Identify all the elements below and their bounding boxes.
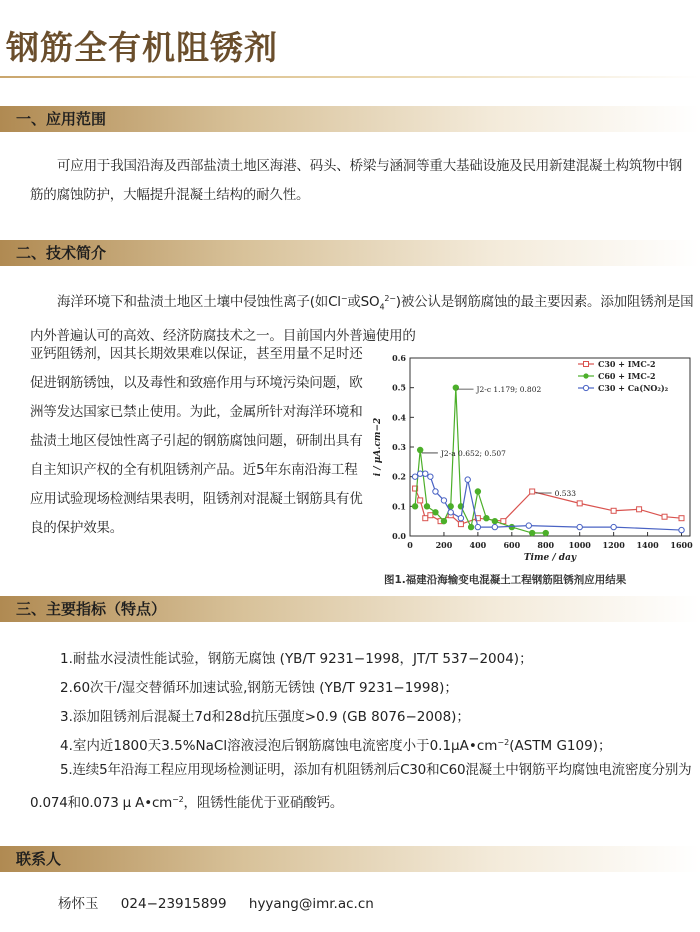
legend-marker: [583, 385, 588, 390]
series-point: [441, 518, 446, 523]
x-tick-label: 1200: [602, 540, 625, 550]
series-point: [423, 516, 428, 521]
series-point: [448, 510, 453, 515]
section-bar-contact: [0, 846, 700, 872]
indicator-item-4: [60, 734, 611, 754]
series-point: [543, 530, 548, 535]
x-tick-label: 400: [469, 540, 487, 550]
series-point: [526, 523, 531, 528]
contact-line: [58, 892, 392, 912]
contact-name: 杨怀玉: [58, 896, 99, 912]
series-point: [611, 524, 616, 529]
annotation-label: 0.533: [554, 488, 577, 498]
contact-email[interactable]: hyyang@imr.ac.cn: [248, 896, 374, 912]
y-tick-label: 0.5: [392, 382, 406, 393]
series-line-3: [415, 474, 681, 530]
tech-text-1b: 或SO: [347, 294, 380, 310]
series-point: [458, 516, 463, 521]
x-tick-label: 200: [435, 540, 453, 550]
annotation-label: J2-a 0.652; 0.507: [440, 448, 506, 458]
x-axis-label: Time / day: [523, 553, 577, 563]
series-point: [433, 510, 438, 515]
y-tick-label: 0.3: [392, 442, 406, 452]
series-point: [423, 471, 428, 476]
series-point: [577, 524, 582, 529]
y-tick-label: 0.6: [392, 353, 406, 363]
indicator-item-3: 3.添加阻锈剂后混凝土7d和28d抗压强度>0.9 (GB 8076−2008)；: [60, 709, 470, 725]
series-point: [417, 471, 422, 476]
series-point: [453, 385, 458, 390]
series-point: [492, 518, 497, 523]
indicator-item-5-sup: −2: [172, 795, 184, 804]
tech-text-wrap: 亚钙阻锈剂，因其长期效果难以保证，甚至用量不足时还促进钢筋锈蚀，以及毒性和致癌作用与环境污染问题，欧洲等发达国家已禁止使用。为此，金属所针对海洋环境和盐渍土地区侵蚀性离子引起的钢筋腐蚀问题，研制出具有自主知识产权的全有机阻锈剂产品。近5年东南沿海工程应用试验现场检测结果表明，阻锈剂对混凝土钢筋具有优良的保护效果。: [30, 346, 363, 536]
series-point: [428, 474, 433, 479]
series-point: [611, 508, 616, 513]
x-tick-label: 1600: [670, 540, 693, 550]
tech-text-1c: )被公认是钢筋腐蚀的最主要因素。添加阻锈剂是国内外普遍认可的高效、经济防腐技术之一。目前国内外普遍使用的: [30, 294, 694, 344]
series-point: [662, 514, 667, 519]
series-point: [424, 504, 429, 509]
series-point: [412, 474, 417, 479]
series-point: [433, 489, 438, 494]
indicator-item-5: [30, 756, 694, 818]
indicator-item-2: 2.60次干/湿交替循环加速试验,钢筋无锈蚀 (YB/T 9231−1998)；: [60, 680, 458, 696]
series-point: [475, 489, 480, 494]
section-heading-indicators: 三、主要指标（特点）: [16, 600, 167, 618]
series-point: [418, 498, 423, 503]
indicator-item-4-tail: (ASTM G109)；: [509, 738, 612, 754]
application-text: 可应用于我国沿海及西部盐渍土地区海港、码头、桥梁与涵洞等重大基础设施及民用新建混凝土构筑物中钢筋的腐蚀防护，大幅提升混凝土结构的耐久性。: [30, 158, 683, 203]
indicator-item-4-sup: −2: [497, 738, 510, 747]
series-point: [441, 498, 446, 503]
sulfate-sup: 2−: [384, 294, 396, 303]
series-point: [458, 522, 463, 527]
y-axis-label: i / μA.cm−2: [373, 417, 383, 477]
series-point: [412, 504, 417, 509]
indicator-item-5-tail: ，阻锈性能优于亚硝酸钙。: [183, 795, 344, 811]
section-heading-contact: 联系人: [16, 850, 62, 868]
x-tick-label: 800: [537, 540, 555, 550]
y-tick-label: 0.4: [392, 412, 406, 423]
legend-entry: C60 + IMC-2: [598, 371, 656, 381]
legend-entry: C30 + Ca(NO₂)₂: [598, 383, 669, 393]
series-point: [637, 507, 642, 512]
series-point: [529, 530, 534, 535]
series-point: [465, 477, 470, 482]
series-point: [530, 489, 535, 494]
x-tick-label: 1000: [568, 540, 591, 550]
legend-marker: [584, 362, 589, 367]
legend-marker: [583, 373, 588, 378]
contact-phone: 024−23915899: [120, 896, 227, 912]
series-point: [577, 501, 582, 506]
tech-text-1a: 海洋环境下和盐渍土地区土壤中侵蚀性离子(如Cl: [57, 294, 341, 310]
x-tick-label: 0: [407, 540, 413, 550]
x-tick-label: 1400: [636, 540, 659, 550]
indicator-item-5-text: 5.连续5年沿海工程应用现场检测证明，添加有机阻锈剂后C30和C60混凝土中钢筋平均腐蚀电流密度分别为0.074和0.073 μ A•cm: [30, 762, 692, 811]
y-tick-label: 0.1: [392, 501, 406, 512]
indicator-item-4-text: 4.室内近1800天3.5%NaCl溶液浸泡后钢筋腐蚀电流密度小于0.1μA•cm: [60, 738, 498, 754]
application-paragraph: [30, 152, 694, 210]
series-point: [484, 516, 489, 521]
sulfate-sub: 4: [379, 302, 385, 312]
y-tick-label: 0.0: [392, 531, 406, 541]
legend-entry: C30 + IMC-2: [598, 359, 656, 369]
series-point: [509, 524, 514, 529]
series-point: [468, 524, 473, 529]
corrosion-chart: [370, 340, 700, 600]
series-point: [428, 513, 433, 518]
section-heading-tech: 二、技术简介: [16, 244, 107, 262]
title-divider: [0, 76, 700, 78]
corrosion-chart-svg: [370, 340, 700, 572]
series-point: [679, 516, 684, 521]
figure-caption: 图1.福建沿海输变电混凝土工程钢筋阻锈剂应用结果: [384, 574, 627, 586]
series-point: [492, 524, 497, 529]
page-title: 钢筋全有机阻锈剂: [6, 28, 278, 67]
section-heading-application: 一、应用范围: [16, 110, 107, 128]
chloride-sup: −: [340, 294, 348, 303]
x-tick-label: 600: [503, 540, 521, 550]
series-point: [417, 447, 422, 452]
series-point: [679, 527, 684, 532]
y-tick-label: 0.2: [392, 471, 406, 482]
indicator-item-1: 1.耐盐水浸渍性能试验，钢筋无腐蚀 (YB/T 9231−1998，JT/T 537−2004)；: [60, 651, 533, 667]
series-point: [475, 524, 480, 529]
annotation-label: J2-c 1.179; 0.802: [476, 385, 542, 395]
